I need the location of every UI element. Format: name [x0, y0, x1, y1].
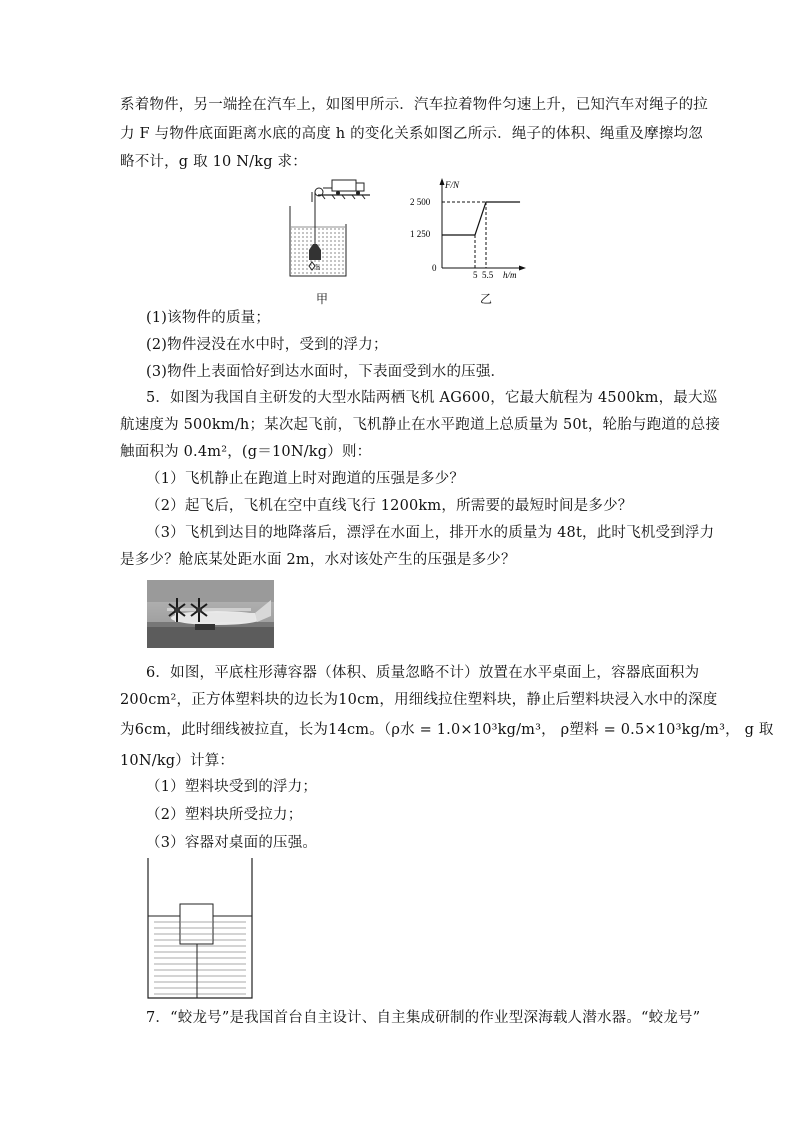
- q5-sub-3: （3）飞机到达目的地降落后，漂浮在水面上，排开水的质量为 48t，此时飞机受到浮力: [146, 525, 715, 541]
- q5-line-3: 触面积为 0.4m²，(g＝10N/kg）则：: [120, 444, 372, 460]
- q4-sub-3: (3)物件上表面恰好到达水面时，下表面受到水的压强．: [146, 364, 506, 380]
- plastic-block: [180, 904, 213, 944]
- y-axis-label: F/N: [445, 180, 460, 190]
- q6-sub-3: （3）容器对桌面的压强。: [146, 835, 318, 851]
- q4-sub-1: (1)该物件的质量；: [146, 310, 271, 326]
- q6-line-3: 为6cm，此时细线被拉直，长为14cm。（ρ水 = 1.0×10³kg/m³， ρ塑料 = 0.5×10³kg/m³， g 取: [120, 722, 774, 738]
- truck-icon: [318, 180, 370, 199]
- x-axis-label: h/m: [503, 270, 517, 280]
- y-tick-1250: 1 250: [410, 229, 431, 239]
- q4-line-1: 系着物件，另一端拴在汽车上，如图甲所示．汽车拉着物件匀速上升，已知汽车对绳子的拉: [120, 97, 708, 113]
- figure-jia: [282, 172, 374, 280]
- x-tick-5: 5: [473, 270, 478, 280]
- q5-line-2: 航速度为 500km/h；某次起飞前，飞机静止在水平跑道上总质量为 50t，轮胎与跑道的总接: [120, 417, 721, 433]
- q4-line-2: 力 F 与物件底面距离水底的高度 h 的变化关系如图乙所示．绳子的体积、绳重及摩擦均忽: [120, 126, 703, 142]
- graph-yi: [400, 172, 530, 280]
- ag600-photo: [147, 580, 274, 648]
- object-block: [309, 250, 321, 260]
- q6-line-4: 10N/kg）计算：: [120, 753, 235, 769]
- container-figure: [146, 858, 256, 1000]
- q5-line-1: 5．如图为我国自主研发的大型水陆两栖飞机 AG600，它最大航程为 4500km，最大巡: [146, 390, 718, 406]
- y-tick-2500: 2 500: [410, 197, 431, 207]
- fig-jia-caption: 甲: [316, 292, 329, 306]
- q4-line-3: 略不计，g 取 10 N/kg 求：: [120, 154, 307, 170]
- x-tick-5-5: 5.5: [482, 270, 494, 280]
- q4-sub-2: (2)物件浸没在水中时，受到的浮力；: [146, 337, 388, 353]
- q5-sub-1: （1）飞机静止在跑道上时对跑道的压强是多少？: [146, 471, 465, 487]
- q5-sub-3-cont: 是多少？舱底某处距水面 2m，水对该处产生的压强是多少？: [120, 552, 516, 568]
- pulley-h-label: h: [316, 263, 320, 272]
- q6-sub-2: （2）塑料块所受拉力；: [146, 807, 303, 823]
- fig-yi-caption: 乙: [480, 292, 493, 306]
- q7-line-1: 7．“蛟龙号”是我国首台自主设计、自主集成研制的作业型深海载人潜水器。“蛟龙号”: [146, 1010, 701, 1026]
- q6-line-1: 6．如图，平底柱形薄容器（体积、质量忽略不计）放置在水平桌面上，容器底面积为: [146, 665, 700, 681]
- q6-sub-1: （1）塑料块受到的浮力；: [146, 779, 318, 795]
- q6-line-2: 200cm²，正方体塑料块的边长为10cm，用细线拉住塑料块，静止后塑料块浸入水中的深度: [120, 692, 718, 708]
- force-height-line: [442, 202, 520, 235]
- q5-sub-2: （2）起飞后，飞机在空中直线飞行 1200km，所需要的最短时间是多少？: [146, 498, 633, 514]
- origin-label: 0: [432, 263, 437, 273]
